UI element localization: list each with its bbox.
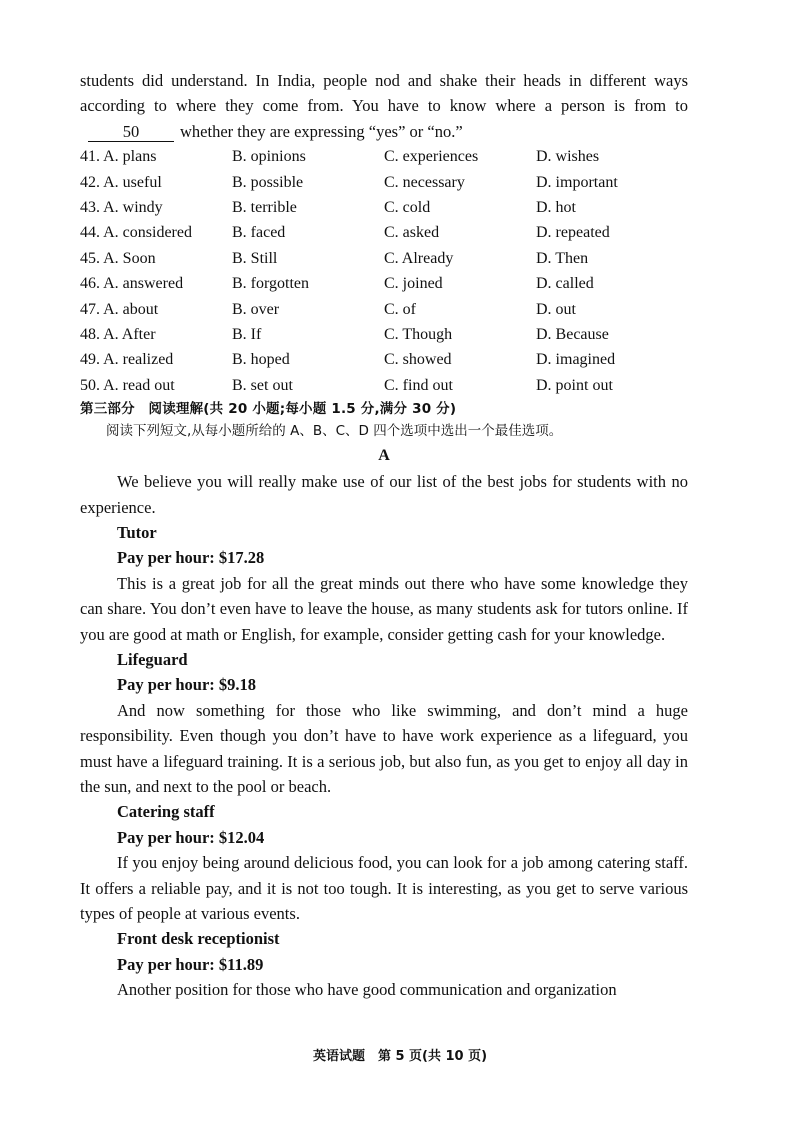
option-a: 45. A. Soon: [80, 249, 156, 267]
cloze-tail-paragraph: [80, 68, 688, 144]
option-a: 41. A. plans: [80, 148, 157, 166]
option-d: D. point out: [536, 376, 613, 394]
job-title: Catering staff: [117, 802, 215, 822]
option-a: 47. A. about: [80, 300, 159, 318]
job-pay: Pay per hour: $9.18: [117, 675, 257, 695]
option-row: [80, 347, 688, 372]
job-title: Tutor: [117, 522, 157, 542]
option-a: 48. A. After: [80, 325, 156, 343]
option-row: [80, 220, 688, 245]
option-d: D. important: [536, 173, 618, 191]
option-b: B. possible: [232, 173, 304, 191]
job-title: Front desk receptionist: [117, 929, 280, 949]
job-title: Lifeguard: [117, 649, 188, 669]
page-footer: 英语试题 第 5 页(共 10 页): [312, 1049, 488, 1064]
option-b: B. terrible: [232, 199, 297, 216]
option-row: [80, 271, 688, 296]
option-c: C. of: [384, 300, 416, 318]
option-c: C. cold: [384, 199, 431, 216]
option-d: D. imagined: [536, 351, 616, 369]
option-c: C. find out: [384, 376, 453, 394]
passage-label: A: [378, 447, 390, 465]
option-d: D. Because: [536, 325, 609, 343]
option-row: [80, 297, 688, 322]
exam-page: [80, 68, 688, 1003]
option-c: C. Already: [384, 249, 454, 267]
option-a: 43. A. windy: [80, 199, 163, 216]
option-a: 42. A. useful: [80, 173, 162, 191]
job-pay: Pay per hour: $12.04: [117, 827, 265, 847]
option-b: B. hoped: [232, 351, 290, 369]
option-row: [80, 246, 688, 271]
job-description: Another position for those who have good communication and organization: [117, 980, 617, 1000]
option-b: B. over: [232, 300, 280, 318]
cloze-tail-end: whether they are expressing “yes” or “no.”: [180, 121, 463, 141]
option-a: 46. A. answered: [80, 275, 184, 293]
option-b: B. Still: [232, 249, 278, 267]
option-d: D. repeated: [536, 224, 610, 242]
option-d: D. wishes: [536, 148, 600, 166]
option-a: 49. A. realized: [80, 351, 174, 369]
option-a: 50. A. read out: [80, 376, 175, 394]
option-row: [80, 373, 688, 398]
option-b: B. faced: [232, 224, 286, 242]
job-description: If you enjoy being around delicious food, you can look for a job among catering staff. It offers a reliable pay, and it is not too tough. It is interesting, as you get to serve various types of people at various events.: [80, 853, 688, 924]
option-b: B. opinions: [232, 148, 306, 166]
section-instruction: 阅读下列短文,从每小题所给的 A、B、C、D 四个选项中选出一个最佳选项。: [106, 423, 563, 440]
option-b: B. set out: [232, 376, 293, 394]
passage-intro: We believe you will really make use of our list of the best jobs for students with no experience.: [80, 472, 688, 517]
job-description: And now something for those who like swimming, and don’t mind a huge responsibility. Even though you don’t have to have work experience as a lifeguard, you must have a lifeguard training. It is a serious job, but also fun, as you get to enjoy all day in the sun, and next to the pool or beach.: [80, 700, 688, 796]
option-b: B. forgotten: [232, 275, 310, 293]
options-table: [80, 144, 688, 398]
option-b: B. If: [232, 325, 262, 343]
option-c: C. necessary: [384, 173, 465, 191]
option-a: 44. A. considered: [80, 224, 192, 242]
option-d: D. called: [536, 275, 594, 293]
option-c: C. asked: [384, 224, 440, 242]
job-description: This is a great job for all the great minds out there who have some knowledge they can share. You don’t even have to leave the house, as many students ask for tutors online. If you are good at math or English, for example, consider getting cash for your knowledge.: [80, 573, 688, 644]
job-pay: Pay per hour: $11.89: [117, 954, 264, 974]
option-row: [80, 170, 688, 195]
section-heading: 第三部分 阅读理解(共 20 小题;每小题 1.5 分,满分 30 分): [80, 401, 457, 418]
option-d: D. hot: [536, 199, 576, 216]
option-row: [80, 144, 688, 169]
option-row: [80, 322, 688, 347]
answer-blank-50: 50: [88, 123, 174, 142]
option-d: D. Then: [536, 249, 589, 267]
option-c: C. experiences: [384, 148, 479, 166]
option-c: C. Though: [384, 325, 453, 343]
cloze-tail-text: students did understand. In India, people nod and shake their heads in different ways according to where they come from. You have to know where a person is from to: [80, 71, 688, 116]
option-c: C. showed: [384, 351, 452, 369]
option-row: [80, 195, 688, 220]
option-c: C. joined: [384, 275, 443, 293]
option-d: D. out: [536, 300, 576, 318]
job-pay: Pay per hour: $17.28: [117, 548, 265, 568]
